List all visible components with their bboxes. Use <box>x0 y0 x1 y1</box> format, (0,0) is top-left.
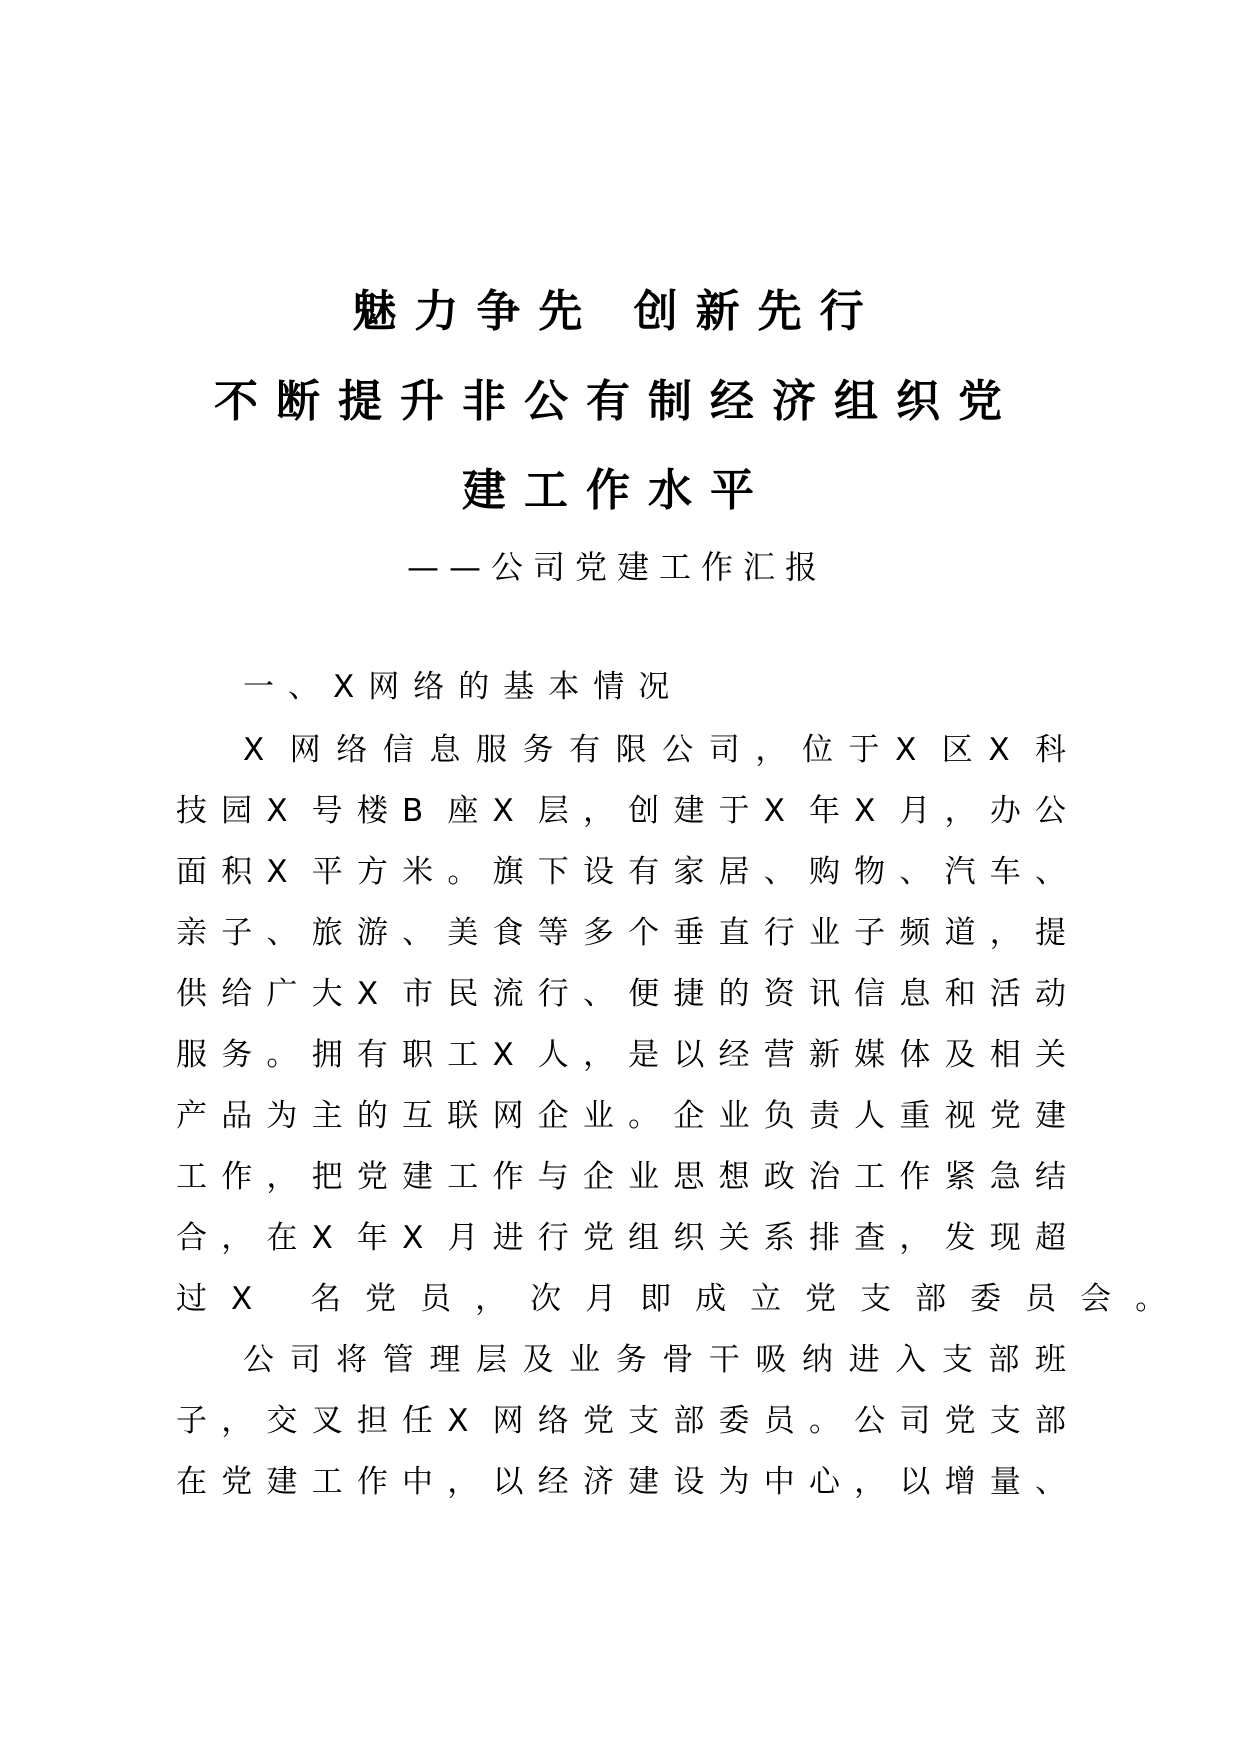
title-line-1: 魅力争先 创新先行 <box>352 286 882 337</box>
paragraph-2-line: 在党建工作中，以经济建设为中心，以增量、 <box>176 1464 1066 1500</box>
paragraph-1-line: X 网络信息服务有限公司，位于X 区X 科 <box>243 732 1066 768</box>
paragraph-1-line: 合，在X 年X 月进行党组织关系排查，发现超 <box>176 1220 1066 1256</box>
paragraph-1-line: 亲子、旅游、美食等多个垂直行业子频道，提 <box>176 915 1066 951</box>
title-line-3: 建工作水平 <box>462 465 772 516</box>
title-line-2: 不断提升非公有制经济组织党 <box>214 376 1020 427</box>
paragraph-1-line: 服务。拥有职工X 人，是以经营新媒体及相关 <box>176 1037 1066 1073</box>
paragraph-2-line: 子，交叉担任X 网络党支部委员。公司党支部 <box>176 1403 1066 1439</box>
paragraph-1-line: 工作，把党建工作与企业思想政治工作紧急结 <box>176 1159 1066 1195</box>
section-heading: 一、X网络的基本情况 <box>243 669 684 705</box>
paragraph-1-line: 供给广大X 市民流行、便捷的资讯信息和活动 <box>176 976 1066 1012</box>
paragraph-1-line: 技园X 号楼B 座X 层，创建于X 年X 月，办公 <box>176 793 1066 829</box>
paragraph-1-line: 过X 名党员，次月即成立党支部委员会。 <box>176 1281 1191 1317</box>
paragraph-1-line: 产品为主的互联网企业。企业负责人重视党建 <box>176 1098 1066 1134</box>
subtitle: ——公司党建工作汇报 <box>406 548 827 586</box>
paragraph-1-line: 面积X 平方米。旗下设有家居、购物、汽车、 <box>176 854 1066 890</box>
paragraph-2-line: 公司将管理层及业务骨干吸纳进入支部班 <box>243 1342 1066 1378</box>
